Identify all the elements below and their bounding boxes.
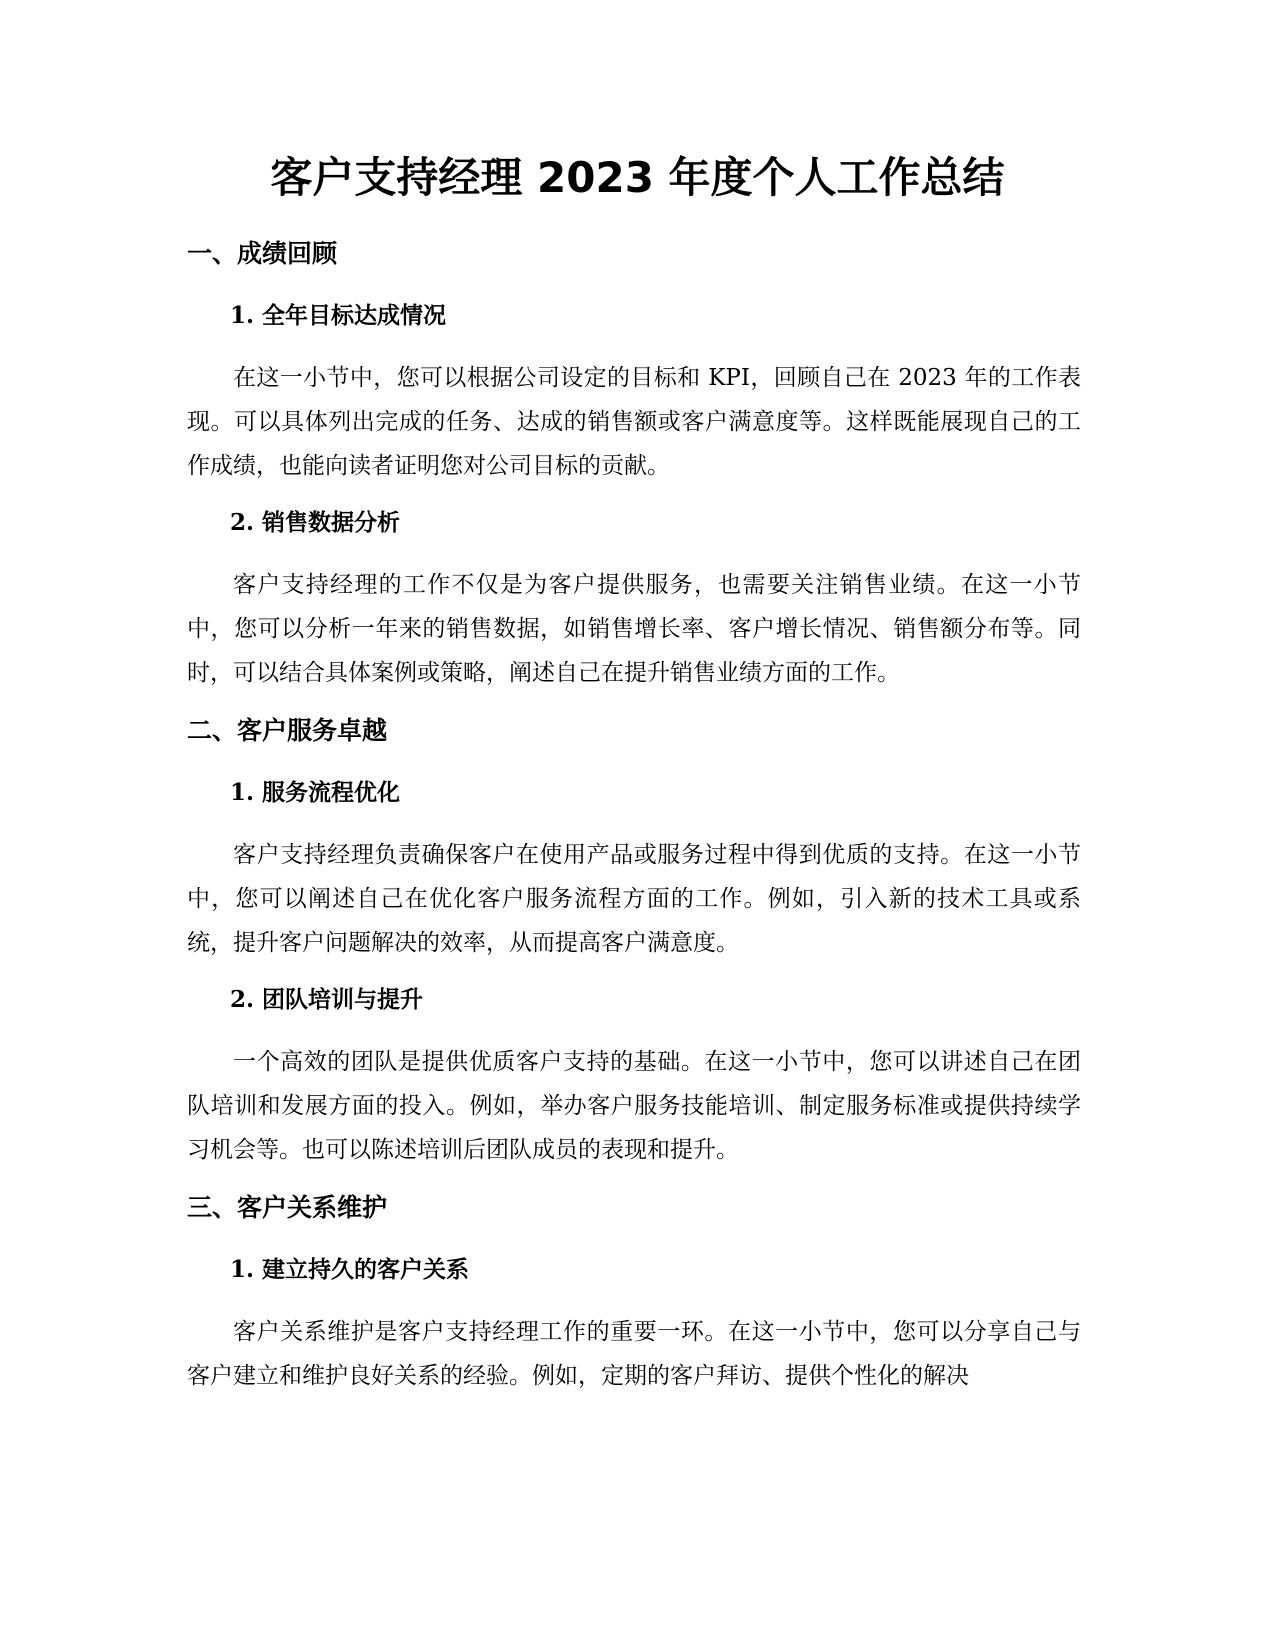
body-paragraph: 客户关系维护是客户支持经理工作的重要一环。在这一小节中，您可以分享自己与客户建立和维护良好关系的经验。例如，定期的客户拜访、提供个性化的解决 — [187, 1319, 1081, 1389]
section-heading: 二、客户服务卓越 — [187, 716, 388, 745]
section-heading: 一、成绩回顾 — [187, 239, 338, 268]
subsection-heading: 2. 销售数据分析 — [230, 509, 401, 536]
body-paragraph: 在这一小节中，您可以根据公司设定的目标和 KPI，回顾自己在 2023 年的工作表现。可以具体列出完成的任务、达成的销售额或客户满意度等。这样既能展现自己的工作成绩，也能向读者证明您对公司目标的贡献。 — [187, 365, 1081, 479]
subsection-heading: 1. 服务流程优化 — [230, 779, 401, 806]
document-title: 客户支持经理 2023 年度个人工作总结 — [270, 153, 1005, 202]
body-paragraph: 一个高效的团队是提供优质客户支持的基础。在这一小节中，您可以讲述自己在团队培训和发展方面的投入。例如，举办客户服务技能培训、制定服务标准或提供持续学习机会等。也可以陈述培训后团队成员的表现和提升。 — [187, 1049, 1081, 1163]
section-heading: 三、客户关系维护 — [187, 1193, 388, 1222]
subsection-heading: 1. 建立持久的客户关系 — [230, 1256, 470, 1283]
body-paragraph: 客户支持经理负责确保客户在使用产品或服务过程中得到优质的支持。在这一小节中，您可以阐述自己在优化客户服务流程方面的工作。例如，引入新的技术工具或系统，提升客户问题解决的效率，从而提高客户满意度。 — [187, 842, 1081, 956]
subsection-heading: 1. 全年目标达成情况 — [230, 302, 447, 329]
subsection-heading: 2. 团队培训与提升 — [230, 986, 424, 1013]
body-paragraph: 客户支持经理的工作不仅是为客户提供服务，也需要关注销售业绩。在这一小节中，您可以分析一年来的销售数据，如销售增长率、客户增长情况、销售额分布等。同时，可以结合具体案例或策略，阐述自己在提升销售业绩方面的工作。 — [187, 572, 1081, 686]
